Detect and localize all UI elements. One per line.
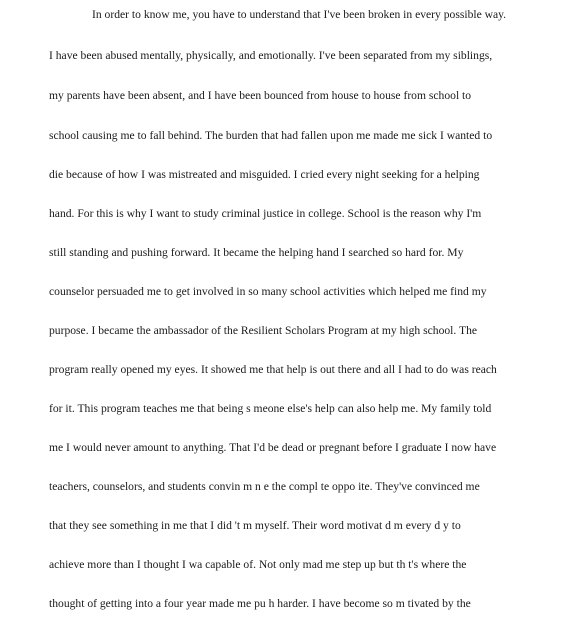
text-line: achieve more than I thought I wa capable of. Not only mad me step up but th t's where the — [49, 558, 467, 571]
text-line: still standing and pushing forward. It became the helping hand I searched so hard for. My — [49, 246, 464, 259]
text-line: In order to know me, you have to understand that I've been broken in every possible way. — [92, 8, 507, 21]
text-line: thought of getting into a four year made me pu h harder. I have become so m tivated by the — [49, 597, 471, 610]
text-line: counselor persuaded me to get involved in so many school activities which helped me find my — [49, 285, 487, 298]
text-line: my parents have been absent, and I have been bounced from house to house from school to — [49, 89, 472, 102]
text-line: hand. For this is why I want to study criminal justice in college. School is the reason why I'm — [49, 207, 482, 220]
text-line: that they see something in me that I did 't m myself. Their word motivat d m every d y to — [49, 519, 461, 532]
text-line: purpose. I became the ambassador of the Resilient Scholars Program at my high school. The — [49, 324, 478, 337]
text-line: teachers, counselors, and students convin m n e the compl te oppo ite. They've convinced me — [49, 480, 480, 493]
text-line: program really opened my eyes. It showed me that help is out there and all I had to do was reach — [49, 363, 497, 376]
text-line: die because of how I was mistreated and misguided. I cried every night seeking for a helping — [49, 168, 480, 181]
text-line: for it. This program teaches me that being s meone else's help can also help me. My family told — [49, 402, 492, 415]
text-line: I have been abused mentally, physically, and emotionally. I've been separated from my siblings, — [49, 49, 493, 62]
text-line: me I would never amount to anything. That I'd be dead or pregnant before I graduate I now have — [49, 441, 497, 454]
text-line: school causing me to fall behind. The burden that had fallen upon me made me sick I wanted to — [49, 129, 493, 142]
